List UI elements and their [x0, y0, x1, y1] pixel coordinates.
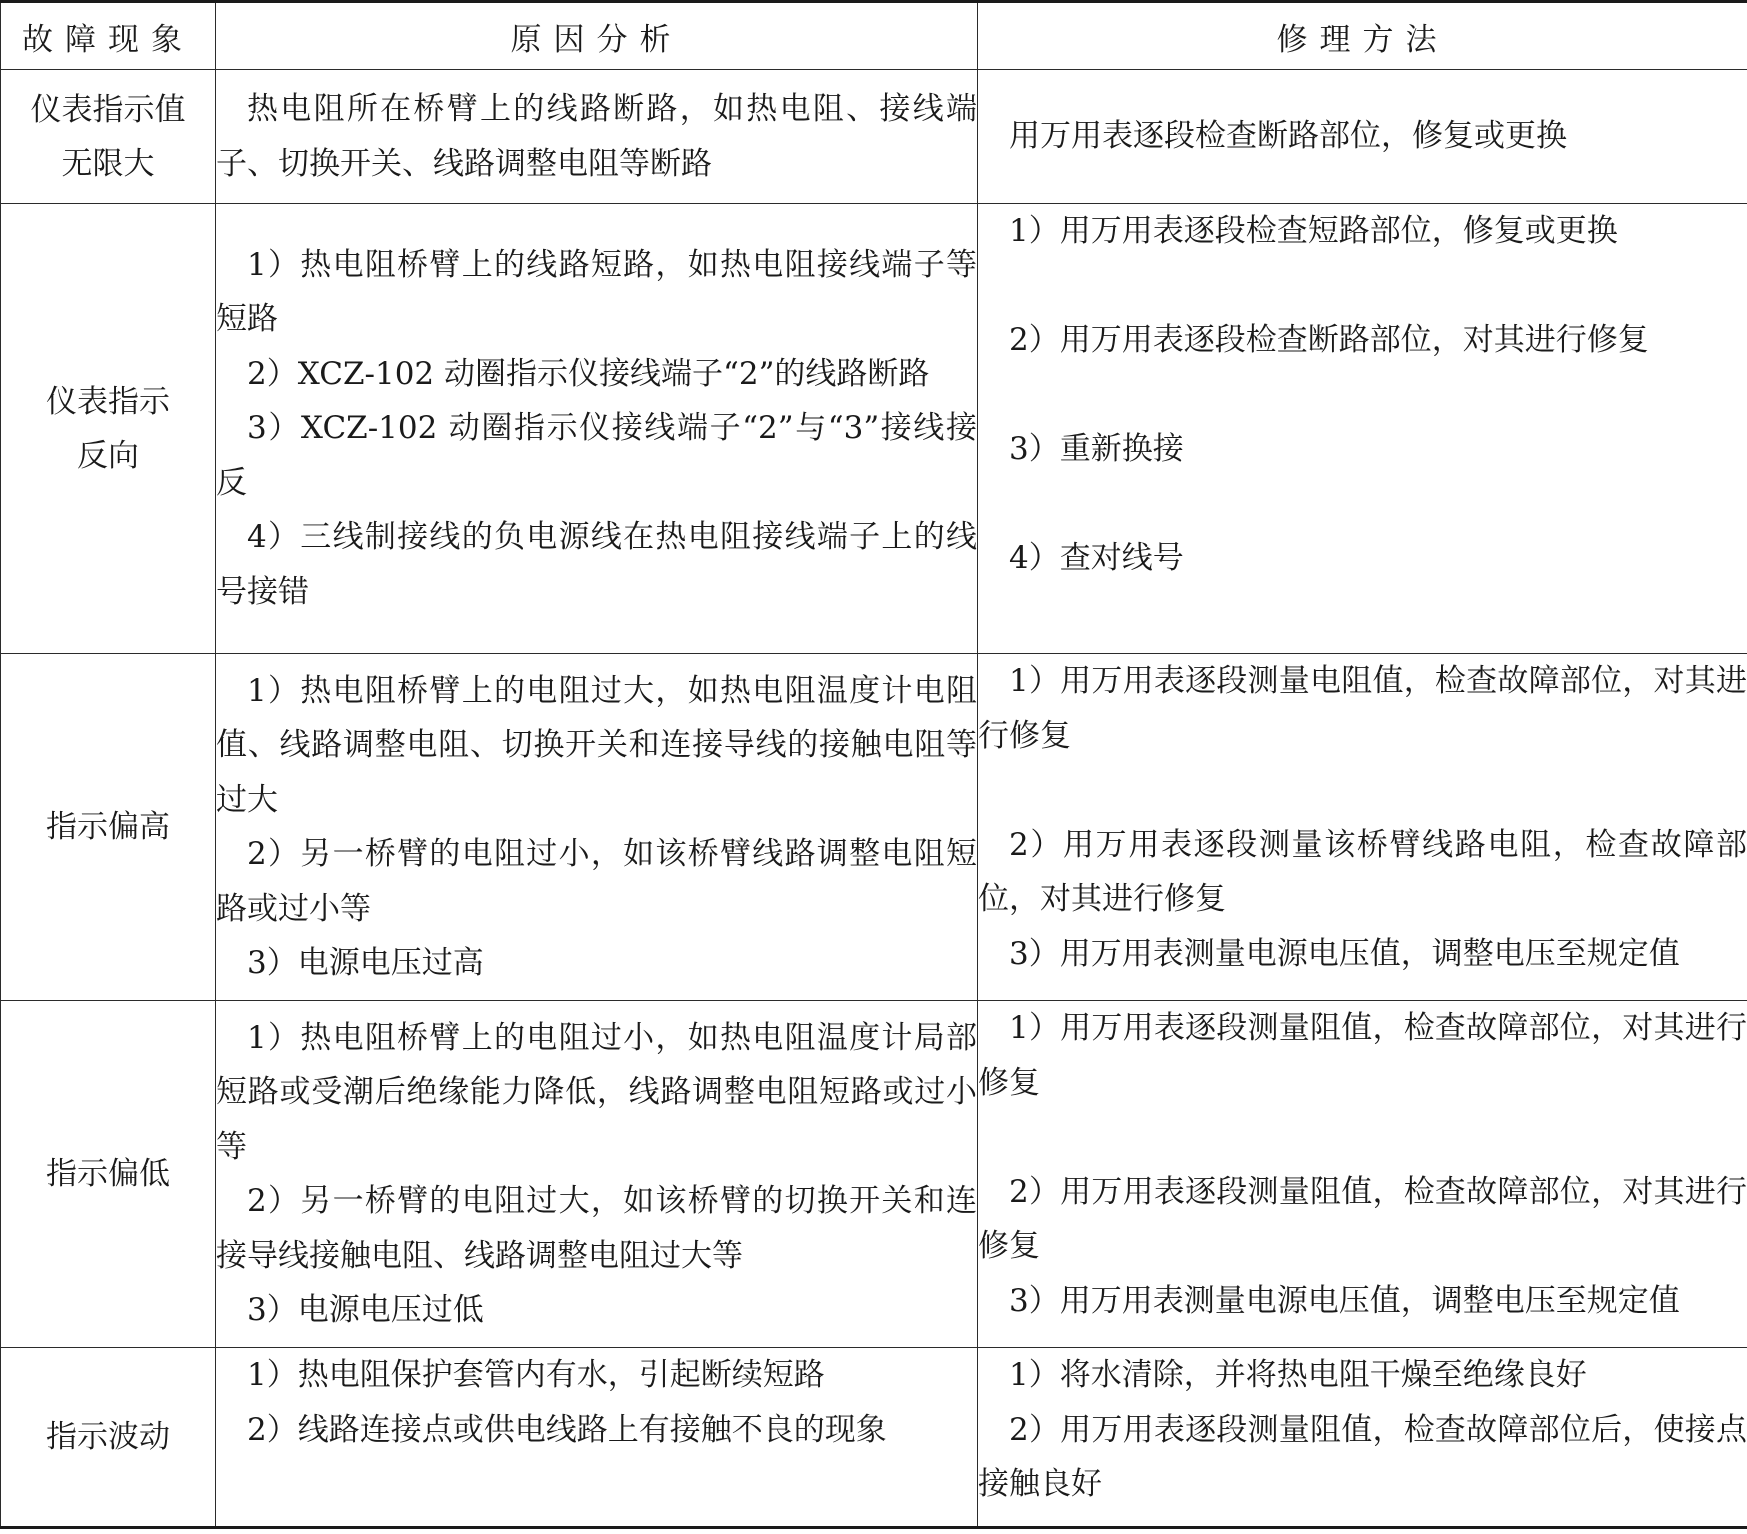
fix-item: 用万用表逐段检查断路部位，修复或更换 [1009, 118, 1567, 155]
cause-cell [216, 1348, 978, 1528]
symptom-cell [1, 70, 216, 204]
symptom-text: 指示偏低 [46, 1156, 170, 1192]
cause-item: 4）三线制接线的负电源线在热电阻接线端子上的线号接错 [216, 519, 977, 610]
table-row [1, 654, 1747, 1001]
table-header-row [1, 2, 1747, 70]
cause-item: 1）热电阻桥臂上的线路短路，如热电阻接线端子等短路 [216, 246, 977, 338]
cause-item: 热电阻所在桥臂上的线路断路，如热电阻、接线端子、切换开关、线路调整电阻等断路 [216, 91, 977, 182]
symptom-text: 无限大 [61, 145, 155, 182]
table-row [1, 1001, 1747, 1348]
fix-cell [978, 204, 1747, 654]
cause-cell [216, 70, 978, 204]
symptom-cell [1, 1001, 216, 1348]
cause-item: 1）热电阻桥臂上的电阻过大，如热电阻温度计电阻值、线路调整电阻、切换开关和连接导线的接触电阻等过大 [216, 672, 977, 818]
symptom-text: 反向 [77, 437, 139, 474]
fix-item: 3）重新换接 [1009, 431, 1184, 467]
symptom-text: 指示偏高 [46, 809, 170, 845]
cause-item: 3）XCZ-102 动圈指示仪接线端子“2”与“3”接线接反 [216, 410, 977, 501]
fix-item: 1）将水清除，并将热电阻干燥至绝缘良好 [1009, 1357, 1587, 1393]
cause-item: 3）电源电压过高 [247, 945, 484, 981]
fix-item: 3）用万用表测量电源电压值，调整电压至规定值 [1009, 1282, 1680, 1319]
symptom-cell [1, 204, 216, 654]
cause-cell [216, 654, 978, 1001]
symptom-cell [1, 654, 216, 1001]
cause-item: 2）另一桥臂的电阻过大，如该桥臂的切换开关和连接导线接触电阻、线路调整电阻过大等 [216, 1183, 977, 1274]
symptom-cell [1, 1348, 216, 1528]
fix-item: 1）用万用表逐段测量电阻值，检查故障部位，对其进行修复 [978, 663, 1747, 754]
fix-item: 2）用万用表逐段测量阻值，检查故障部位后，使接点接触良好 [978, 1411, 1747, 1502]
cause-cell [216, 1001, 978, 1348]
fix-item: 4）查对线号 [1009, 540, 1184, 576]
symptom-text: 仪表指示值 [30, 91, 186, 128]
cause-item: 2）XCZ-102 动圈指示仪接线端子“2”的线路断路 [247, 355, 930, 392]
table-row [1, 1348, 1747, 1528]
fix-item: 2）用万用表逐段检查断路部位，对其进行修复 [1009, 322, 1649, 358]
cause-cell [216, 204, 978, 654]
header-cause: 原因分析 [216, 2, 978, 70]
cause-item: 1）热电阻桥臂上的电阻过小，如热电阻温度计局部短路或受潮后绝缘能力降低，线路调整电阻短路或过小等 [216, 1019, 977, 1165]
fix-item: 2）用万用表逐段测量阻值，检查故障部位，对其进行修复 [978, 1173, 1747, 1264]
fix-cell [978, 654, 1747, 1001]
fix-item: 1）用万用表逐段测量阻值，检查故障部位，对其进行修复 [978, 1010, 1747, 1101]
fix-item: 1）用万用表逐段检查短路部位，修复或更换 [1009, 213, 1618, 249]
table-row [1, 204, 1747, 654]
header-fix: 修理方法 [978, 2, 1747, 70]
fix-cell [978, 70, 1747, 204]
fix-cell [978, 1348, 1747, 1528]
fix-cell [978, 1001, 1747, 1348]
table-row [1, 70, 1747, 204]
cause-item: 3）电源电压过低 [247, 1292, 484, 1328]
cause-item: 2）另一桥臂的电阻过小，如该桥臂线路调整电阻短路或过小等 [216, 836, 977, 927]
cause-item: 1）热电阻保护套管内有水，引起断续短路 [247, 1357, 825, 1393]
header-symptom: 故障现象 [1, 2, 216, 70]
fix-item: 2）用万用表逐段测量该桥臂线路电阻，检查故障部位，对其进行修复 [978, 826, 1747, 917]
cause-item: 2）线路连接点或供电线路上有接触不良的现象 [247, 1411, 887, 1448]
fix-item: 3）用万用表测量电源电压值，调整电压至规定值 [1009, 935, 1680, 972]
symptom-text: 仪表指示 [46, 383, 170, 420]
symptom-text: 指示波动 [46, 1419, 170, 1455]
